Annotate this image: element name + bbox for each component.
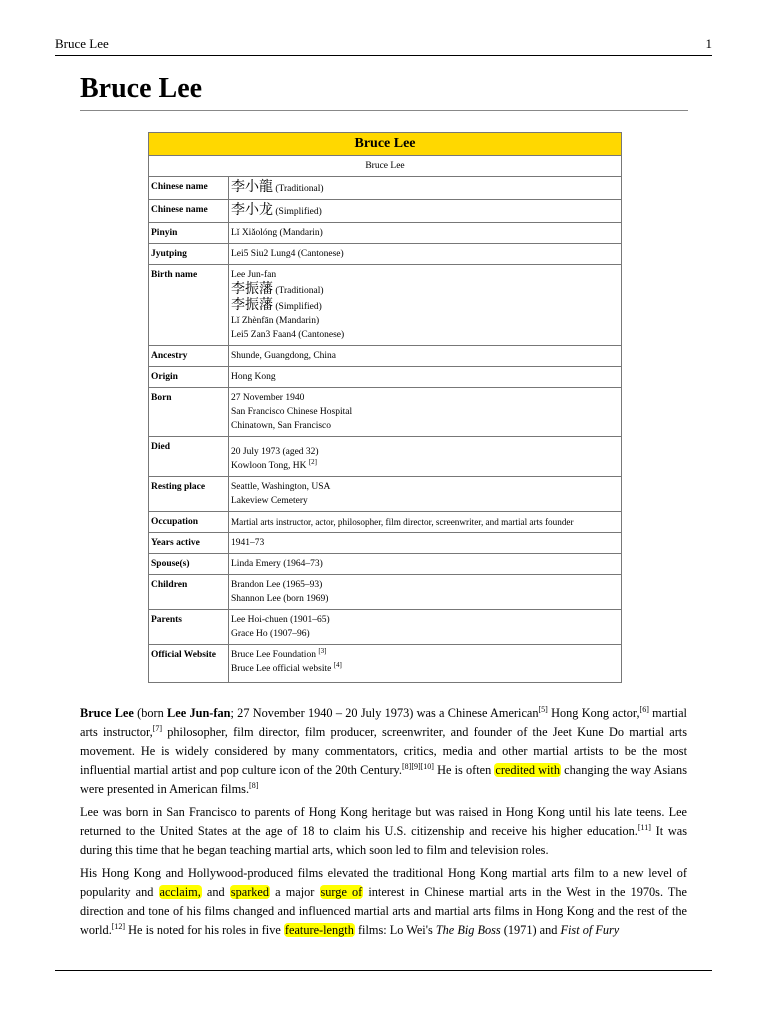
highlighted-text: credited with (495, 763, 560, 777)
running-header (55, 36, 712, 52)
header-rule (55, 55, 712, 56)
infobox-row-occupation (149, 512, 621, 533)
birth-name-traditional (231, 282, 621, 298)
infobox-value (229, 477, 621, 511)
child-entry: Brandon Lee (1965–93) (231, 580, 323, 590)
infobox-value: Martial arts instructor, actor, philosopher, film director, screenwriter, and martial arts founder (231, 517, 574, 527)
citation-link[interactable]: [4] (333, 660, 342, 669)
citation-link[interactable]: [8][9][10] (401, 761, 434, 771)
birth-name-line: Lee Jun-fan (231, 270, 277, 280)
paragraph-intro (80, 704, 687, 799)
infobox-label: Years active (149, 533, 229, 553)
infobox-row-resting-place (149, 477, 621, 512)
infobox-label: Parents (149, 610, 229, 644)
infobox-value (229, 200, 621, 222)
website-entry (231, 648, 621, 662)
script-note: (Traditional) (275, 286, 324, 296)
infobox-label: Resting place (149, 477, 229, 511)
born-date: 27 November 1940 (231, 393, 305, 403)
film-title: The Big Boss (435, 923, 501, 937)
infobox-value (229, 388, 621, 436)
citation-link[interactable]: [7] (152, 723, 163, 733)
birth-name-cantonese: Lei5 Zan3 Faan4 (Cantonese) (231, 330, 345, 340)
infobox-value: Shunde, Guangdong, China (231, 351, 337, 361)
infobox-label: Chinese name (149, 177, 229, 199)
text-run: (born (133, 706, 168, 720)
text-run: It was during this time that he began teaching martial arts, which soon led to film and television roles. (80, 824, 688, 857)
website-entry (231, 662, 621, 676)
highlighted-text: sparked (230, 885, 270, 899)
citation-link[interactable]: [3] (318, 646, 327, 655)
infobox-label: Occupation (149, 512, 229, 532)
infobox-value (229, 265, 621, 345)
infobox-value: Lǐ Xiǎolóng (Mandarin) (231, 228, 323, 238)
citation-link[interactable]: [6] (639, 704, 649, 714)
text-run: Lee was born in San Francisco to parents of Hong Kong heritage but was raised in Hong Kong until his late teens. Lee returned to the United States at the age of 18 to claim his U.S. citizenship and receive his higher education. (80, 805, 687, 838)
infobox-row-official-website (149, 645, 621, 682)
infobox-row-spouses (149, 554, 621, 575)
citation-link[interactable]: [11] (637, 822, 651, 832)
infobox-value (229, 610, 621, 644)
text-run: ; 27 November 1940 – 20 July 1973) was a Chinese American (230, 706, 539, 720)
infobox-row-years-active (149, 533, 621, 554)
text-run: His Hong Kong and Hollywood-produced films elevated the traditional Hong Kong martial arts film to a new level of popularity and (80, 866, 687, 899)
subject-birth-name: Lee Jun-fan (167, 706, 231, 720)
infobox-value: Hong Kong (231, 372, 276, 382)
text-run: changing the way Asians were presented in American films. (80, 763, 687, 796)
text-run: interest in Chinese martial arts in the West in the 1970s. The direction and tone of his films changed and influenced martial arts and martial arts films in Hong Kong and the rest of the world. (80, 885, 688, 937)
text-run: a major (270, 885, 320, 899)
infobox-label: Jyutping (149, 244, 229, 264)
resting-place-cemetery: Lakeview Cemetery (231, 496, 308, 506)
running-header-title: Bruce Lee (55, 36, 109, 51)
title-rule (80, 110, 688, 111)
infobox-row-ancestry (149, 346, 621, 367)
born-place: San Francisco Chinese Hospital (231, 407, 353, 417)
infobox-label: Children (149, 575, 229, 609)
official-website-link[interactable]: Bruce Lee official website (231, 664, 332, 674)
infobox-row-chinese-simplified (149, 200, 621, 223)
infobox-row-died (149, 437, 621, 477)
died-date: 20 July 1973 (aged 32) (231, 447, 319, 457)
infobox-row-birth-name (149, 265, 621, 346)
infobox-caption: Bruce Lee (149, 133, 621, 156)
infobox-label: Spouse(s) (149, 554, 229, 574)
parent-entry: Lee Hoi-chuen (1901–65) (231, 615, 330, 625)
page-number: 1 (705, 36, 712, 51)
highlighted-text: acclaim, (159, 885, 201, 899)
footer-rule (55, 970, 712, 971)
infobox (148, 132, 622, 683)
text-run: philosopher, film director, film producer, screenwriter, and founder of the Jeet Kune Do martial arts movement. He is widely considered by many commentators, critics, media and other martial artists to be the most influential martial artist and pop culture icon of the 20th Century. (80, 725, 687, 777)
infobox-value (229, 177, 621, 199)
infobox-row-children (149, 575, 621, 610)
infobox-value (229, 575, 621, 609)
infobox-row-pinyin (149, 223, 621, 244)
infobox-label: Pinyin (149, 223, 229, 243)
highlighted-text: surge of (320, 885, 363, 899)
parent-entry: Grace Ho (1907–96) (231, 629, 310, 639)
infobox-value: Linda Emery (1964–73) (231, 559, 323, 569)
infobox-row-chinese-traditional (149, 177, 621, 200)
infobox-value (229, 645, 621, 682)
infobox-label: Ancestry (149, 346, 229, 366)
subject-name: Bruce Lee (80, 706, 134, 720)
chinese-characters: 李小龍 (231, 179, 273, 195)
infobox-value: Lei5 Siu2 Lung4 (Cantonese) (231, 249, 344, 259)
infobox-row-origin (149, 367, 621, 388)
infobox-row-parents (149, 610, 621, 645)
chinese-characters: 李振藩 (231, 281, 273, 297)
chinese-characters: 李振藩 (231, 297, 273, 313)
paragraph-early-life (80, 803, 687, 860)
birth-name-simplified (231, 298, 621, 314)
infobox-label: Born (149, 388, 229, 436)
page-title: Bruce Lee (80, 73, 203, 104)
foundation-link[interactable]: Bruce Lee Foundation (231, 650, 316, 660)
citation-link[interactable]: [2] (308, 457, 317, 466)
birth-name-mandarin: Lǐ Zhènfān (Mandarin) (231, 316, 320, 326)
citation-link[interactable]: [12] (111, 921, 126, 931)
resting-place-location: Seattle, Washington, USA (231, 482, 331, 492)
citation-link[interactable]: [5] (538, 704, 548, 714)
died-place (231, 459, 621, 473)
text-run: He is often (433, 763, 495, 777)
infobox-row-born (149, 388, 621, 437)
infobox-label: Origin (149, 367, 229, 387)
died-place-text: Kowloon Tong, HK (231, 461, 307, 471)
chinese-characters: 李小龙 (231, 202, 273, 218)
infobox-row-jyutping (149, 244, 621, 265)
infobox-label: Chinese name (149, 200, 229, 222)
film-title: Fist of Fury (560, 923, 620, 937)
text-run: and (201, 885, 230, 899)
infobox-value: 1941–73 (231, 538, 265, 548)
script-note: (Simplified) (275, 207, 322, 217)
article-body (80, 704, 687, 944)
infobox-label: Birth name (149, 265, 229, 345)
text-run: martial arts instructor, (80, 706, 687, 739)
infobox-label: Official Website (149, 645, 229, 682)
child-entry: Shannon Lee (born 1969) (231, 594, 329, 604)
paragraph-films (80, 864, 687, 940)
highlighted-text: feature-length (284, 923, 354, 937)
script-note: (Simplified) (275, 302, 322, 312)
text-run: Hong Kong actor, (547, 706, 640, 720)
infobox-value (229, 437, 621, 476)
script-note: (Traditional) (275, 184, 324, 194)
citation-link[interactable]: [8] (249, 780, 259, 790)
text-run: films: Lo Wei's (354, 923, 436, 937)
text-run: He is noted for his roles in five (125, 923, 284, 937)
born-area: Chinatown, San Francisco (231, 421, 332, 431)
infobox-label: Died (149, 437, 229, 476)
text-run: (1971) and (500, 923, 561, 937)
infobox-image-caption: Bruce Lee (149, 156, 621, 177)
